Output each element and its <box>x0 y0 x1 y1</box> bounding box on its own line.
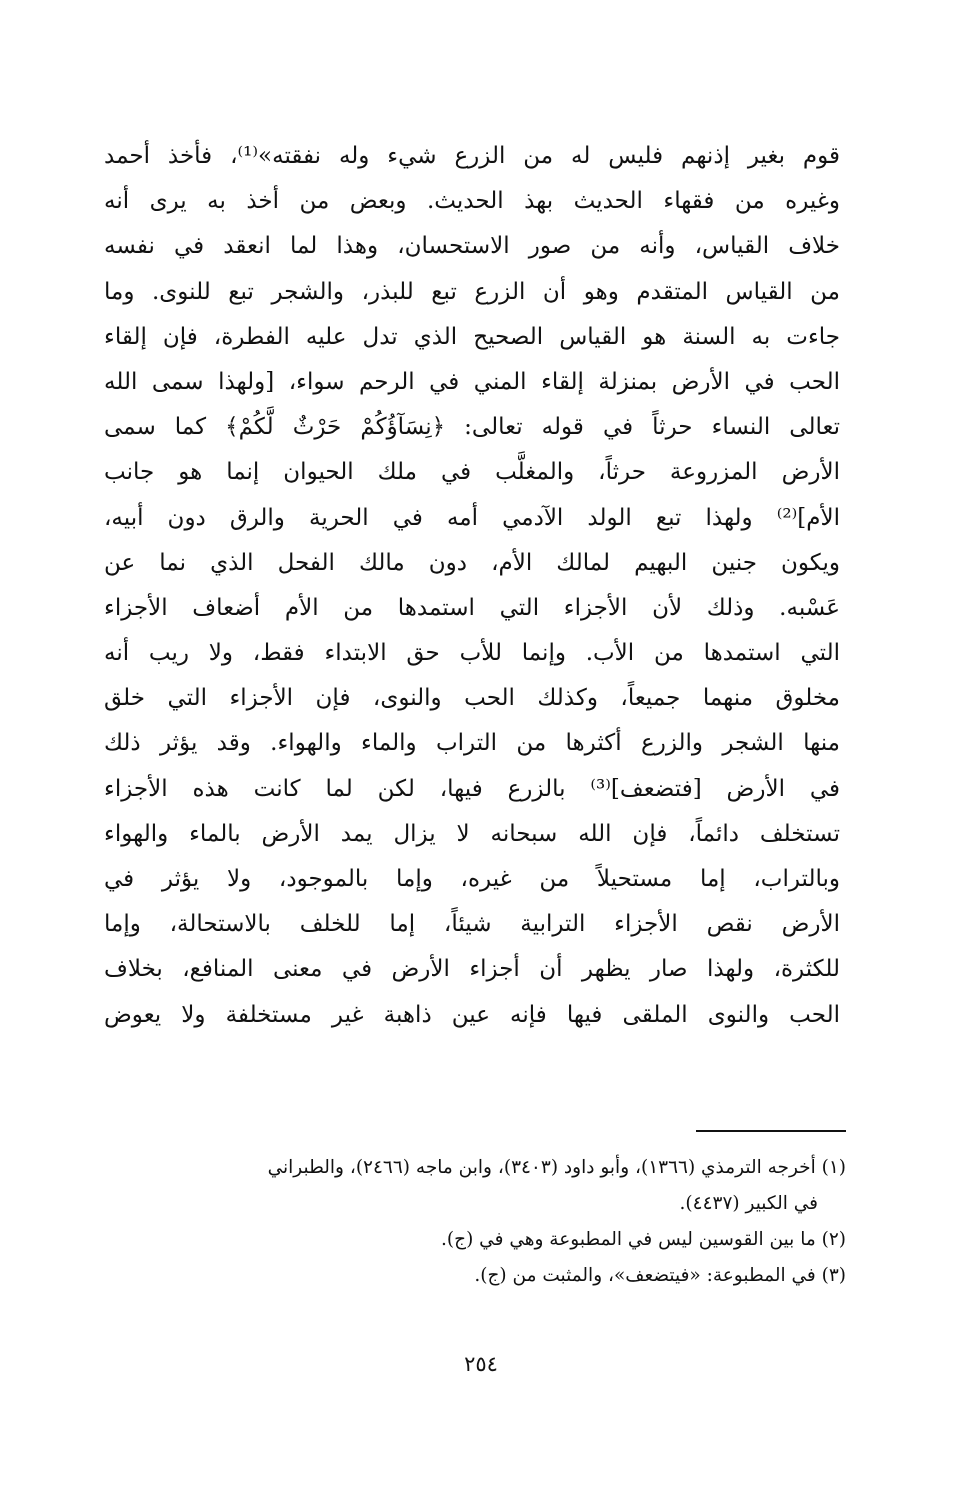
text-line: الحب في الأرض بمنزلة إلقاء المني في الرحم سواء، [ولهذا سمى الله <box>104 368 840 395</box>
page-number: ٢٥٤ <box>464 1352 498 1376</box>
main-text-block <box>104 134 840 1038</box>
text-line: عَسْبه. وذلك لأن الأجزاء التي استمدها من الأم أضعاف الأجزاء <box>104 594 840 621</box>
footnote-separator <box>696 1130 846 1132</box>
footnotes-block <box>100 1150 846 1294</box>
text-line: مخلوق منهما جميعاً، وكذلك الحب والنوى، فإن الأجزاء التي خلق <box>104 685 840 712</box>
text-line: التي استمدها من الأب. وإنما للأب حق الابتداء فقط، ولا ريب أنه <box>104 640 840 667</box>
text-line: للكثرة، ولهذا صار يظهر أن أجزاء الأرض في معنى المنافع، بخلاف <box>104 956 840 983</box>
text-line: منها الشجر والزرع أكثرها من التراب والماء والهواء. وقد يؤثر ذلك <box>104 730 840 757</box>
footnote-1: (١) أخرجه الترمذي (١٣٦٦)، وأبو داود (٣٤٠٣)، وابن ماجه (٢٤٦٦)، والطبراني <box>267 1157 846 1178</box>
text-line: الأرض المزروعة حرثاً، والمغلَّب في ملك الحيوان إنما هو جانب <box>104 459 840 486</box>
text-line: وغيره من فقهاء الحديث بهذ الحديث. وبعض من أخذ به يرى أنه <box>104 188 840 215</box>
footnote-3: (٣) في المطبوعة: «فيتضعف»، والمثبت من (ج). <box>474 1265 846 1286</box>
text-line: الحب والنوى الملقى فيها فإنه عين ذاهبة غير مستخلفة ولا يعوض <box>104 1001 840 1028</box>
footnote-1-continuation: في الكبير (٤٤٣٧). <box>679 1193 818 1214</box>
text-line: وبالتراب، إما مستحيلاً من غيره، وإما بالموجود، ولا يؤثر في <box>104 866 840 892</box>
text-line: قوم بغير إذنهم فليس له من الزرع شيء وله نفقته»⁽¹⁾، فأخذ أحمد <box>104 143 840 169</box>
text-line: من القياس المتقدم وهو أن الزرع تبع للبذر، والشجر تبع للنوى. وما <box>104 278 840 305</box>
text-line: في الأرض [فتضعف]⁽³⁾ بالزرع فيها، لكن لما كانت هذه الأجزاء <box>104 775 840 802</box>
text-line: الأرض نقص الأجزاء الترابية شيئاً، إما للخلف بالاستحالة، وإما <box>104 911 840 938</box>
text-line: الأم]⁽²⁾ ولهذا تبع الولد الآدمي أمه في الحرية والرق دون أبيه، <box>104 504 840 531</box>
text-line: تعالى النساء حرثاً في قوله تعالى: ﴿نِسَآؤُكُمْ حَرْثٌ لَّكُمْ﴾ كما سمى <box>104 414 840 441</box>
text-line: تستخلف دائماً، فإن الله سبحانه لا يزال يمد الأرض بالماء والهواء <box>104 820 840 847</box>
text-line: خلاف القياس، وأنه من صور الاستحسان، وهذا لما انعقد في نفسه <box>104 233 840 260</box>
footnote-2: (٢) ما بين القوسين ليس في المطبوعة وهي في (ج). <box>441 1229 846 1250</box>
text-line: ويكون جنين البهيم لمالك الأم، دون مالك الفحل الذي نما عن <box>104 549 840 576</box>
text-line: جاءت به السنة هو القياس الصحيح الذي تدل عليه الفطرة، فإن إلقاء <box>104 323 840 350</box>
